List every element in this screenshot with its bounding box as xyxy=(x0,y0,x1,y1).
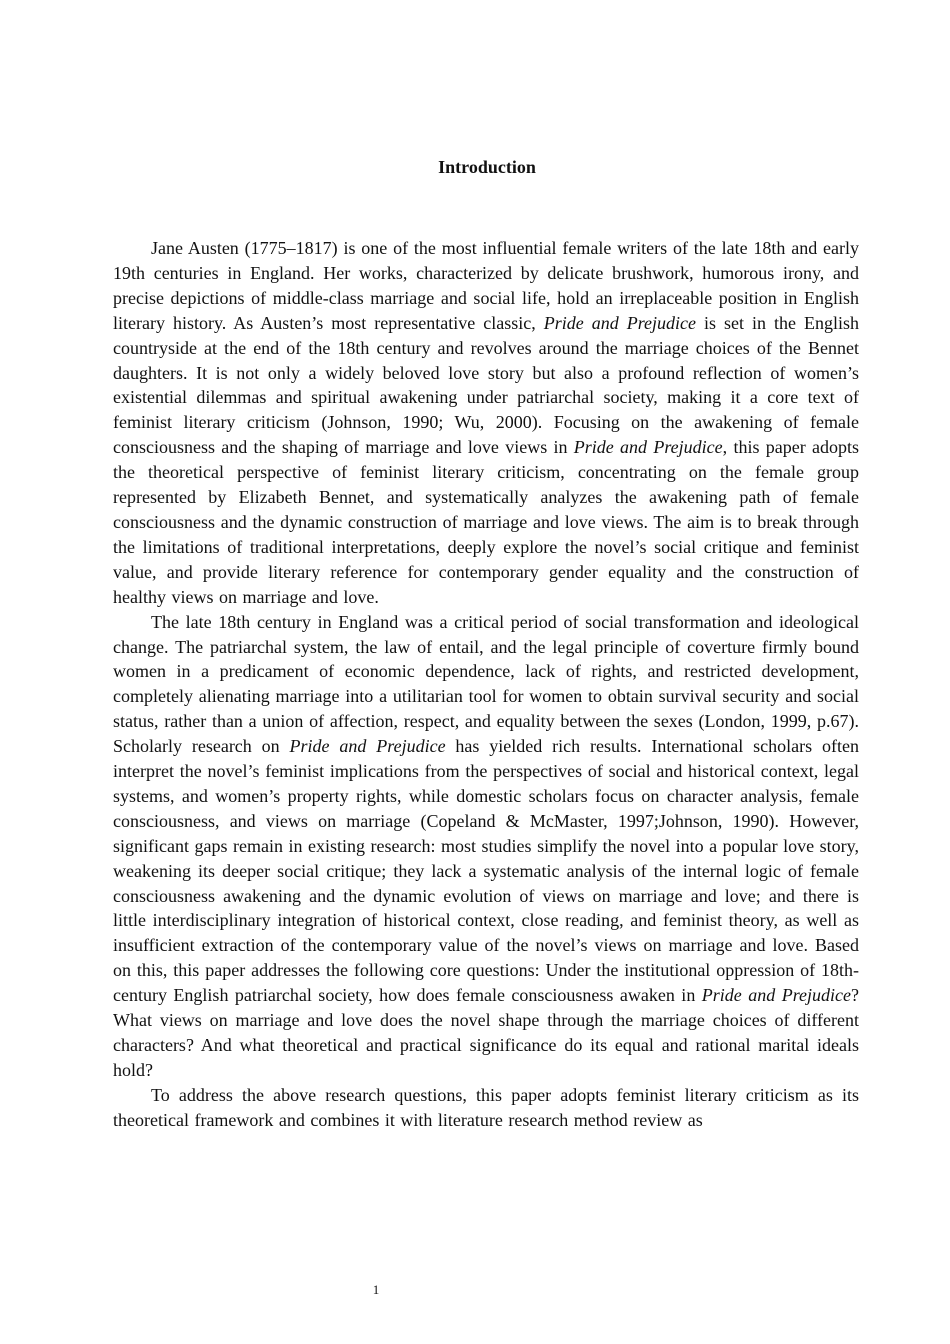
page-number: 1 xyxy=(372,1282,380,1297)
paragraph-3 xyxy=(113,1083,859,1133)
text-span: To address the above research questions, this paper adopts feminist literary criticism as its theoretical framework and combines it with literature research method review as xyxy=(113,1084,859,1130)
italic-title: Pride and Prejudice xyxy=(543,312,697,333)
text-span: has yielded rich results. International scholars often interpret the novel’s feminist implications from the perspectives of social and historical context, legal systems, and women’s property rights, while domestic scholars focus on character analysis, female consciousness, and views on marriage (Copeland & McMaster, 1997;Johnson, 1990). However, significant gaps remain in existing research: most studies simplify the novel into a popular love story, weakening its deeper social critique; they lack a systematic analysis of the internal logic of female consciousness awakening and the dynamic evolution of views on marriage and love; and there is little interdisciplinary integration of historical context, close reading, and feminist theory, as well as insufficient extraction of the contemporary value of the novel’s views on marriage and love. Based on this, this paper addresses the following core questions: Under the institutional oppression of 18th-century English patriarchal society, how does female consciousness awaken in xyxy=(113,736,859,1006)
section-title: Introduction xyxy=(438,157,536,177)
italic-title: Pride and Prejudice xyxy=(701,985,851,1006)
text-span: ? What views on marriage and love does the novel shape through the marriage choices of different characters? And what theoretical and practical significance do its equal and rational marital ideals hold? xyxy=(113,985,859,1080)
italic-title: Pride and Prejudice xyxy=(573,437,723,458)
body-text xyxy=(113,236,859,1133)
paragraph-1 xyxy=(113,236,859,610)
paragraph-2 xyxy=(113,610,859,1083)
text-span: , this paper adopts the theoretical perspective of feminist literary criticism, concentrating on the female group represented by Elizabeth Bennet, and systematically analyzes the awakening path of female consciousness and the dynamic construction of marriage and love views. The aim is to break through the limitations of traditional interpretations, deeply explore the novel’s social critique and feminist value, and provide literary reference for contemporary gender equality and the construction of healthy views on marriage and love. xyxy=(113,437,859,607)
italic-title: Pride and Prejudice xyxy=(289,736,446,757)
text-span: The late 18th century in England was a critical period of social transformation and ideological change. The patriarchal system, the law of entail, and the legal principle of coverture firmly bound women in a predicament of economic dependence, lack of rights, and restricted development, completely alienating marriage into a utilitarian tool for women to obtain survival security and social status, rather than a union of affection, respect, and equality between the sexes (London, 1999, p.67). Scholarly research on xyxy=(113,611,859,757)
text-span: Jane Austen (1775–1817) is one of the most influential female writers of the late 18th and early 19th centuries in England. Her works, characterized by delicate brushwork, humorous irony, and precise depictions of middle-class marriage and social life, hold an irreplaceable position in English literary history. As Austen’s most representative classic, xyxy=(113,238,859,333)
text-span: is set in the English countryside at the end of the 18th century and revolves around the marriage choices of the Bennet daughters. It is not only a widely beloved love story but also a profound reflection of women’s existential dilemmas and spiritual awakening under patriarchal society, making it a core text of feminist literary criticism (Johnson, 1990; Wu, 2000). Focusing on the awakening of female consciousness and the shaping of marriage and love views in xyxy=(113,312,860,458)
